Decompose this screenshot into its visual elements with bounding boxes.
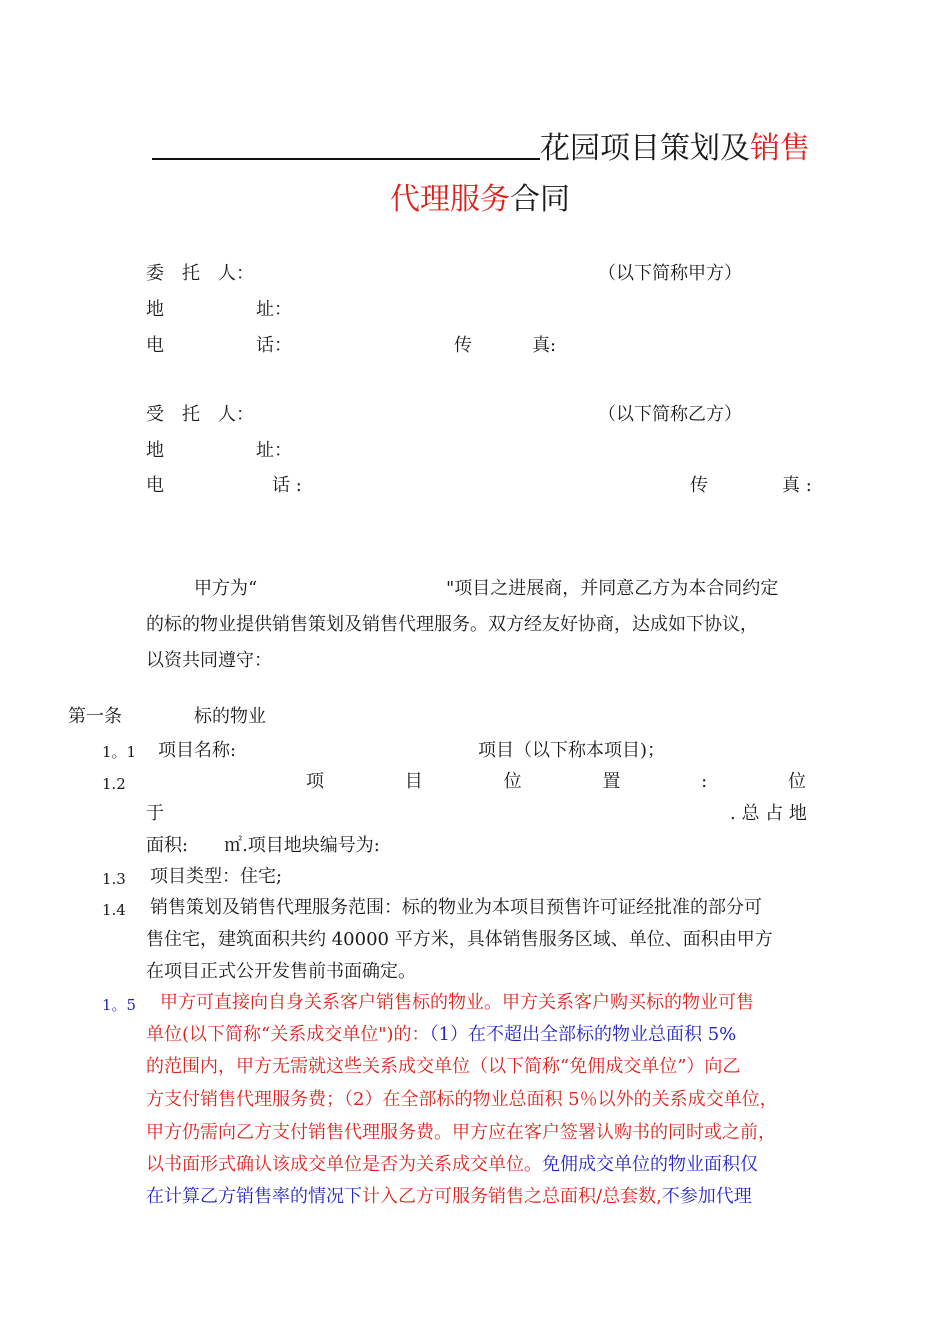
clause-1-1-suffix: 项目（以下称本项目)； — [478, 740, 666, 761]
party-b-address-label-2: 址： — [256, 440, 292, 461]
title-line2-red: 代理服务 — [390, 182, 510, 217]
party-a-fax-label-1: 传 — [454, 335, 472, 356]
clause-1-4-number: 1.4 — [102, 901, 126, 919]
clause-1-2-line2-start: 于 — [146, 803, 164, 824]
party-b-address-label-1: 地 — [146, 440, 164, 461]
party-b-entrustee-label: 受 托 人： — [146, 404, 254, 425]
title-part2: 销售 — [750, 131, 810, 166]
clause-1-5-number: 1。5 — [102, 996, 137, 1014]
clause-1-2-line2-end: . 总 占 地 — [730, 803, 807, 824]
clause-1-5-line7-red: 计入乙方可服务销售之总面积/总套数, — [362, 1186, 662, 1207]
clause-1-2-word: 项 — [306, 771, 324, 792]
clause-1-5-line6-blue: 免佣成交单位的物业面积仅 — [542, 1154, 758, 1175]
title-part1: 花园项目策划及 — [540, 131, 750, 166]
party-b-phone-label-2: 话 : — [272, 475, 302, 496]
contract-title-line2 — [390, 183, 570, 217]
clause-1-5-line6-red: 以书面形式确认该成交单位是否为关系成交单位。 — [146, 1154, 542, 1175]
clause-1-5-line6 — [146, 1154, 758, 1176]
clause-1-4-line1: 销售策划及销售代理服务范围：标的物业为本项目预售许可证经批准的部分可 — [150, 897, 762, 918]
clause-1-5-line3: 的范围内，甲方无需就这些关系成交单位（以下简称“免佣成交单位”）向乙 — [146, 1056, 741, 1077]
party-a-entrustor-label: 委 托 人： — [146, 263, 254, 284]
article1-title: 标的物业 — [194, 706, 266, 727]
clause-1-5-line7-blue: 在计算乙方销售率的情况下 — [146, 1186, 362, 1207]
party-a-address-label-1: 地 — [146, 299, 164, 320]
clause-1-5-line7 — [146, 1186, 752, 1208]
intro-line3: 以资共同遵守： — [146, 650, 272, 671]
clause-1-3-number: 1.3 — [102, 870, 126, 888]
clause-1-5-line2-red: 单位(以下简称“关系成交单位")的： — [146, 1024, 430, 1045]
intro-line1-a: 甲方为“ — [194, 578, 258, 599]
clause-1-3-text: 项目类型：住宅; — [150, 866, 283, 887]
clause-1-5-line5: 甲方仍需向乙方支付销售代理服务费。甲方应在客户签署认购书的同时或之前， — [146, 1122, 776, 1143]
party-a-fax-label-2: 真: — [532, 335, 557, 356]
project-name-blank — [152, 132, 540, 160]
clause-1-2-word: : — [701, 771, 708, 792]
clause-1-1-number: 1。1 — [102, 743, 137, 761]
clause-1-2-word: 位 — [503, 771, 522, 792]
party-b-phone-label-1: 电 — [146, 475, 164, 496]
article1-number: 第一条 — [68, 706, 122, 727]
clause-1-5-line7-blue2: 不参加代理 — [661, 1186, 752, 1207]
clause-1-2-number: 1.2 — [102, 775, 126, 793]
clause-1-2-word: 位 — [787, 771, 806, 792]
party-a-note: （以下简称甲方） — [598, 263, 742, 284]
intro-line1-b: "项目之进展商，并同意乙方为本合同约定 — [446, 578, 779, 599]
party-b-note: （以下简称乙方） — [598, 404, 742, 425]
clause-1-2-line3: 面积: ㎡.项目地块编号为: — [146, 835, 380, 856]
intro-line2: 的标的物业提供销售策划及销售代理服务。双方经友好协商，达成如下协议， — [146, 614, 758, 635]
party-a-phone-label-2: 话： — [256, 335, 292, 356]
clause-1-5-line4: 方支付销售代理服务费；（2）在全部标的物业总面积 5％以外的关系成交单位， — [146, 1089, 778, 1110]
title-line2-black: 合同 — [510, 182, 570, 217]
clause-1-5-line1: 甲方可直接向自身关系客户销售标的物业。甲方关系客户购买标的物业可售 — [160, 992, 754, 1013]
party-a-address-label-2: 址： — [256, 299, 292, 320]
clause-1-1-label: 项目名称: — [158, 740, 237, 761]
clause-1-5-line2-blue: （1）在不超出全部标的物业总面积 5% — [429, 1024, 737, 1045]
clause-1-4-line3: 在项目正式公开发售前书面确定。 — [146, 961, 416, 982]
party-a-phone-label-1: 电 — [146, 335, 164, 356]
clause-1-2-word: 置 — [602, 771, 621, 792]
party-b-fax-label-1: 传 — [690, 475, 708, 496]
contract-title-line1 — [152, 132, 810, 166]
clause-1-4-line2: 售住宅，建筑面积共约 40000 平方米，具体销售服务区域、单位、面积由甲方 — [146, 929, 773, 950]
clause-1-5-line2 — [146, 1024, 736, 1046]
party-b-fax-label-2: 真 : — [782, 475, 812, 496]
clause-1-2-line1 — [306, 771, 806, 793]
clause-1-2-word: 目 — [404, 771, 423, 792]
